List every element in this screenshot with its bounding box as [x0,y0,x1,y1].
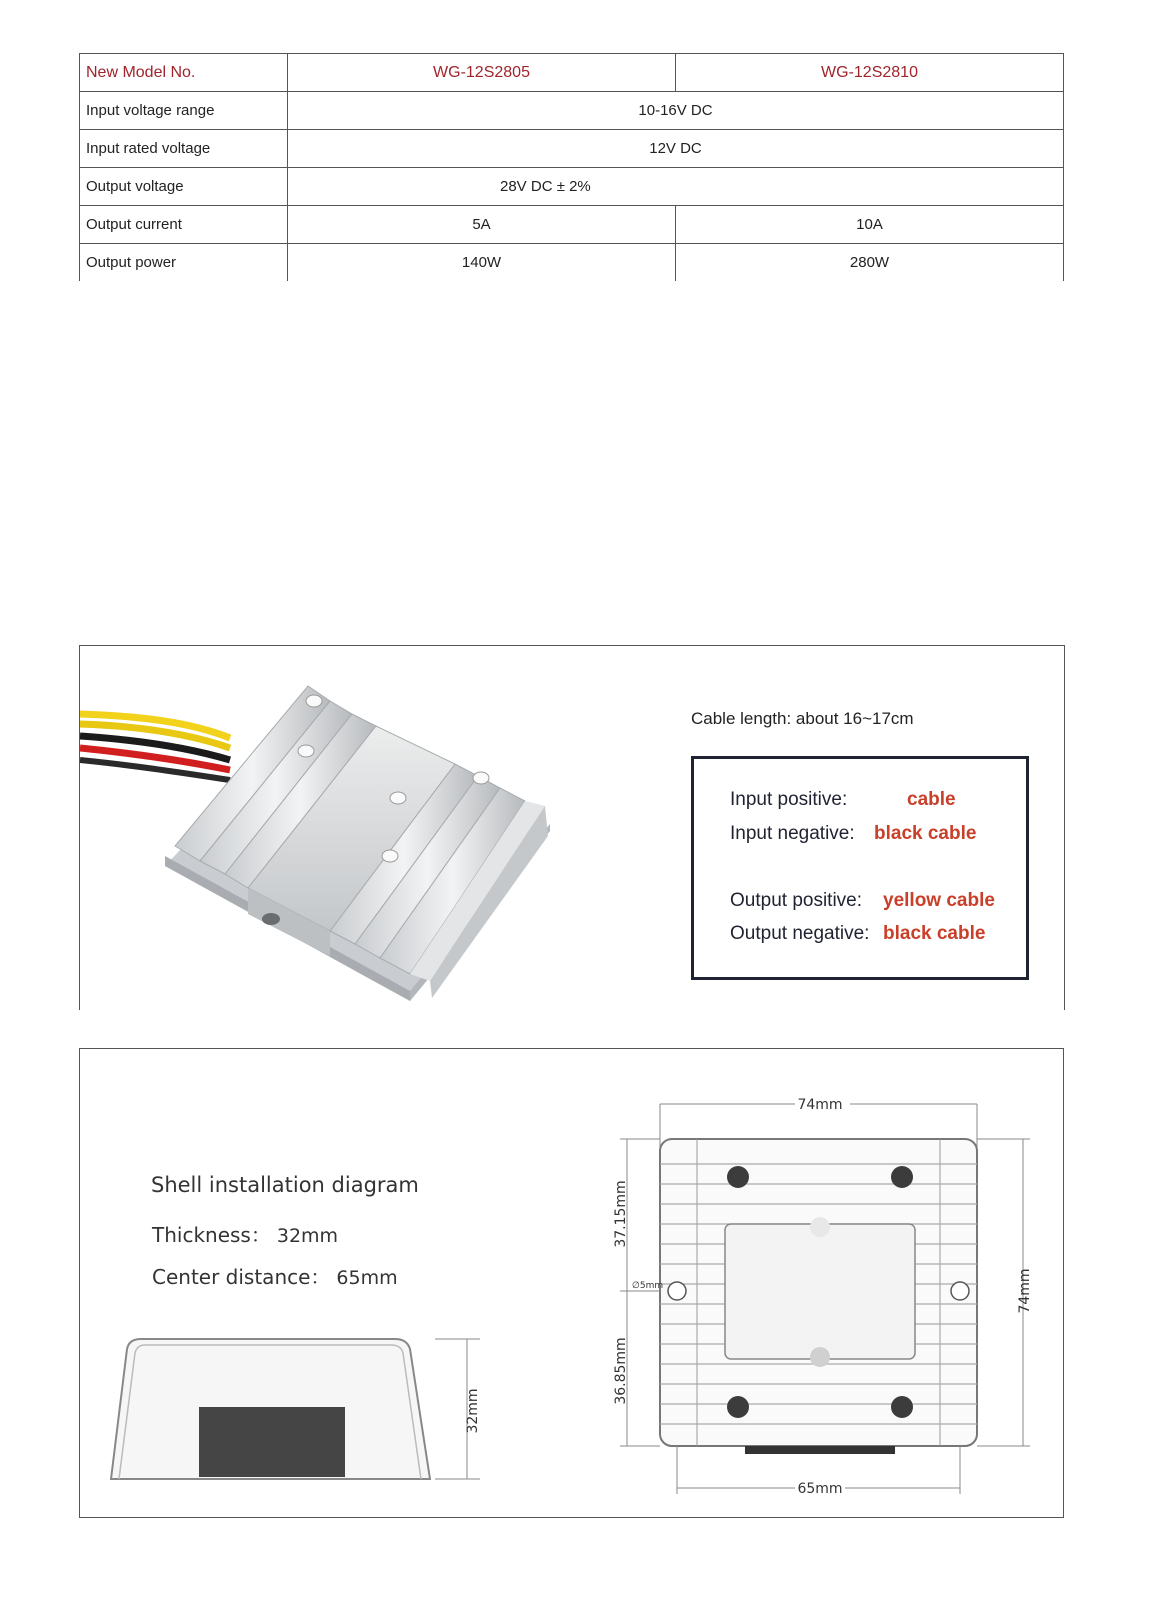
top-width-dim-label: 74mm [797,1097,843,1113]
header-model-b: WG-12S2810 [676,54,1064,92]
installation-panel [79,1048,1064,1518]
right-height-dim-label: 74mm [1017,1268,1033,1314]
lower-offset-dim-label: 36.85mm [613,1337,629,1405]
table-row [80,244,1064,282]
installation-title: Shell installation diagram [151,1173,419,1197]
input-positive-row [730,789,956,811]
row-value: 12V DC [288,130,1064,168]
header-model-a: WG-12S2805 [288,54,676,92]
row-value: 28V DC ± 2% [288,168,1064,206]
thickness-line [152,1219,338,1248]
cable-length-text: Cable length: about 16~17cm [691,709,914,728]
input-negative-row [730,823,977,845]
upper-offset-dim-label: 37.15mm [613,1180,629,1248]
output-positive-value: yellow cable [883,890,995,911]
row-value-b: 10A [676,206,1064,244]
center-distance-line [152,1261,398,1290]
input-positive-label: Input positive: [730,789,848,810]
side-view-block [199,1407,345,1477]
hole-dim-label: ∅5mm [632,1281,664,1291]
table-row [80,168,1064,206]
input-positive-value: cable [907,789,956,810]
row-label: Output power [80,244,288,282]
row-value-b: 280W [676,244,1064,282]
input-negative-label: Input negative: [730,823,855,844]
side-view-diagram [105,1329,495,1489]
wiring-panel [79,645,1065,1010]
center-distance-value: 65mm [336,1267,398,1289]
thickness-label: Thickness： [152,1223,271,1247]
output-negative-value: black cable [883,923,986,944]
output-positive-label: Output positive: [730,890,863,911]
converter-product-image [80,656,560,1006]
row-value-a: 140W [288,244,676,282]
input-negative-value: black cable [874,823,977,844]
output-negative-label: Output negative: [730,923,870,944]
row-label: Output current [80,206,288,244]
row-label: Input voltage range [80,92,288,130]
table-row [80,92,1064,130]
header-label: New Model No. [80,54,288,92]
table-header-row [80,54,1064,92]
table-row [80,206,1064,244]
center-distance-label: Center distance： [152,1265,331,1289]
bottom-width-dim-label: 65mm [797,1481,843,1497]
table-row [80,130,1064,168]
row-value: 10-16V DC [288,92,1064,130]
row-label: Output voltage [80,168,288,206]
output-negative-row [730,923,986,945]
height-dim-label: 32mm [465,1388,481,1434]
wiring-legend-box [691,756,1029,980]
spec-table [79,53,1064,281]
row-label: Input rated voltage [80,130,288,168]
row-value-a: 5A [288,206,676,244]
output-positive-row [730,890,995,912]
top-view-diagram [605,1089,1045,1509]
thickness-value: 32mm [276,1225,339,1247]
